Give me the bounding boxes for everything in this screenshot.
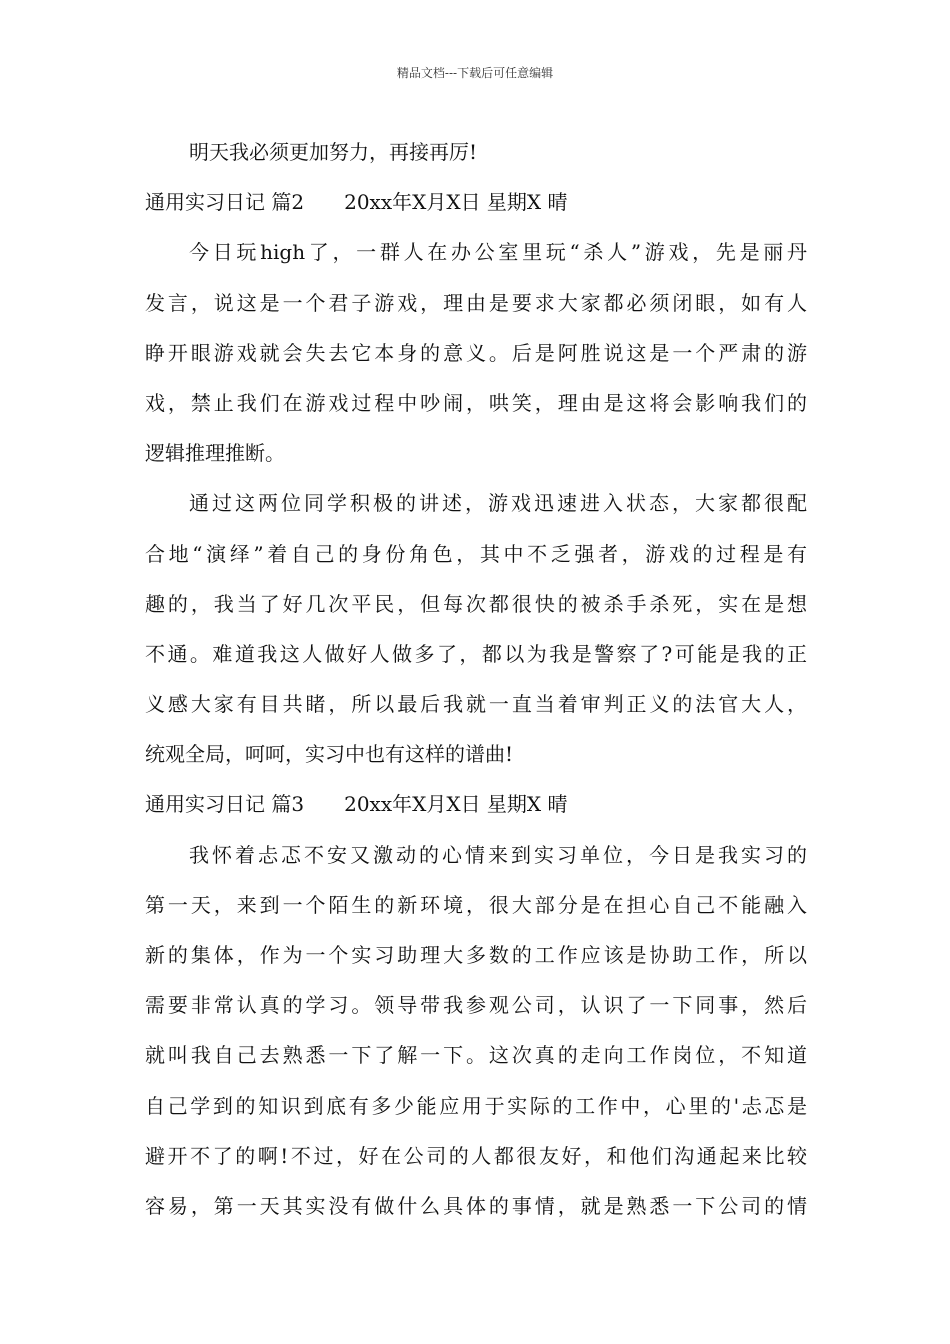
paragraph-line: 新的集体，作为一个实习助理大多数的工作应该是协助工作，所以 [145,943,807,967]
section-title: 通用实习日记 篇3 [145,792,305,817]
paragraph-line: 容易，第一天其实没有做什么具体的事情，就是熟悉一下公司的情 [145,1193,807,1218]
paragraph-line: 我怀着忐忑不安又激动的心情来到实习单位，今日是我实习的 [189,842,807,867]
paragraph-line: 避开不了的啊!不过，好在公司的人都很友好，和他们沟通起来比较 [145,1143,807,1168]
paragraph-line: 趣的，我当了好几次平民，但每次都很快的被杀手杀死，实在是想 [145,591,807,616]
paragraph-line: 今日玩high了，一群人在办公室里玩“杀人”游戏，先是丽丹 [189,240,807,265]
paragraph-line: 自己学到的知识到底有多少能应用于实际的工作中，心里的'忐忑是 [145,1093,807,1118]
section-heading-3 [145,779,807,829]
paragraph-line: 通过这两位同学积极的讲述，游戏迅速进入状态，大家都很配 [189,491,807,516]
paragraph-line: 睁开眼游戏就会失去它本身的意义。后是阿胜说这是一个严肃的游 [145,340,807,365]
document-body [145,127,807,1231]
paragraph-line: 逻辑推理推断。 [145,441,285,466]
paragraph-line: 戏，禁止我们在游戏过程中吵闹，哄笑，理由是这将会影响我们的 [145,390,807,415]
paragraph-line: 不通。难道我这人做好人做多了，都以为我是警察了?可能是我的正 [145,641,807,666]
paragraph-line: 就叫我自己去熟悉一下了解一下。这次真的走向工作岗位，不知道 [145,1043,807,1068]
paragraph-line: 发言，说这是一个君子游戏，理由是要求大家都必须闭眼，如有人 [145,290,807,315]
paragraph-line: 义感大家有目共睹，所以最后我就一直当着审判正义的法官大人， [145,692,807,717]
paragraph-line: 统观全局，呵呵，实习中也有这样的谱曲! [145,742,514,767]
paragraph-line: 需要非常认真的学习。领导带我参观公司，认识了一下同事，然后 [145,993,807,1018]
section-heading-2 [145,177,807,227]
page-header: 精品文档---下载后可任意编辑 [396,66,554,80]
section-date: 20xx年X月X日 星期X 晴 [344,190,568,215]
paragraph-line: 第一天，来到一个陌生的新环境，很大部分是在担心自己不能融入 [145,892,807,917]
section-date: 20xx年X月X日 星期X 晴 [344,792,568,817]
section-title: 通用实习日记 篇2 [145,190,305,215]
paragraph-line: 合地“演绎”着自己的身份角色，其中不乏强者，游戏的过程是有 [145,541,807,566]
paragraph-line: 明天我必须更加努力，再接再厉! [189,140,478,164]
